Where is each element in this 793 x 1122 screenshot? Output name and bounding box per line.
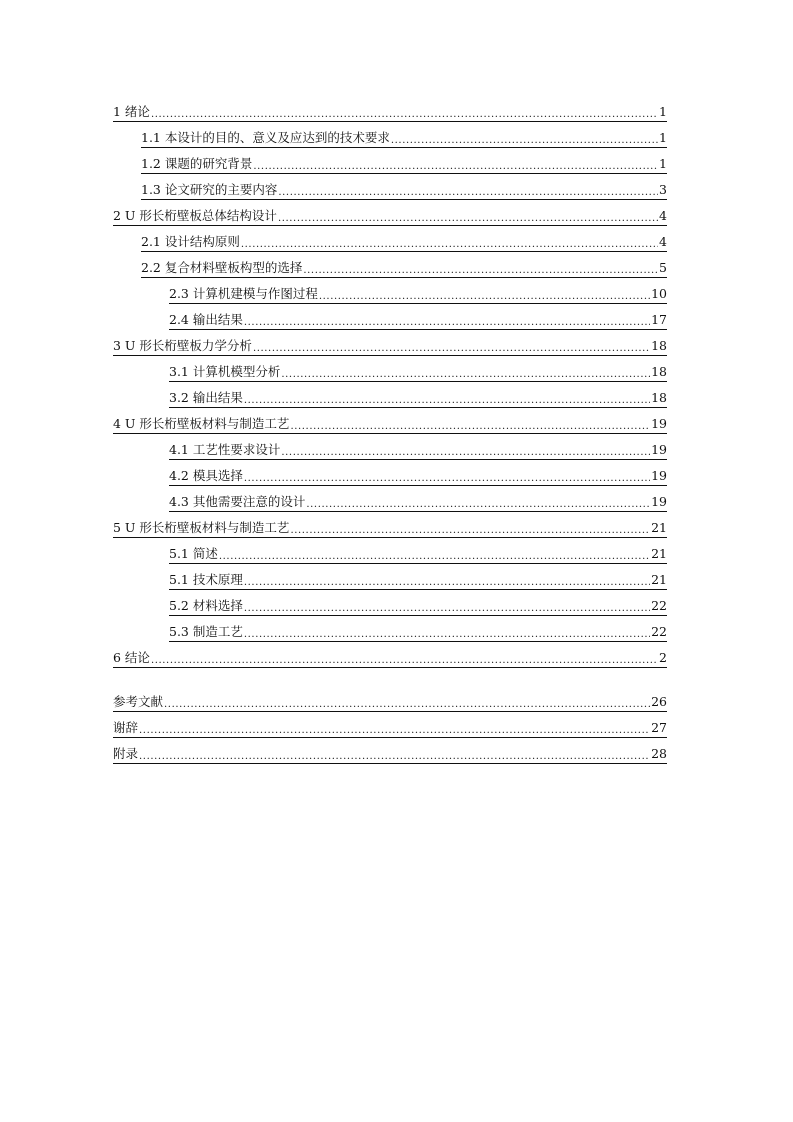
toc-page-number: 22 [651, 624, 667, 639]
toc-entry[interactable] [141, 148, 667, 174]
toc-page-number: 2 [659, 650, 667, 665]
toc-page-number: 28 [651, 746, 667, 761]
toc-entry[interactable] [169, 356, 667, 382]
toc-dot-leader [290, 520, 650, 536]
toc-entry[interactable] [169, 538, 667, 564]
toc-entry-label: 4.3 其他需要注意的设计 [169, 494, 306, 509]
toc-page-number: 1 [659, 156, 667, 171]
toc-dot-leader [244, 390, 650, 406]
toc-dot-leader [139, 720, 650, 736]
toc-entry[interactable] [169, 564, 667, 590]
toc-page-number: 18 [651, 364, 667, 379]
toc-dot-leader [164, 694, 650, 710]
toc-page-number: 4 [659, 234, 667, 249]
toc-entry[interactable] [113, 408, 667, 434]
toc-entry-label: 5.1 简述 [169, 546, 218, 561]
toc-entry[interactable] [169, 616, 667, 642]
toc-dot-leader [244, 572, 650, 588]
toc-entry[interactable] [169, 278, 667, 304]
toc-dot-leader [253, 156, 658, 172]
toc-dot-leader [244, 312, 650, 328]
toc-dot-leader [281, 442, 650, 458]
toc-dot-leader [391, 130, 658, 146]
toc-entry-label: 1.2 课题的研究背景 [141, 156, 253, 171]
toc-page-number: 3 [659, 182, 667, 197]
toc-dot-leader [151, 650, 658, 666]
toc-page-number: 27 [651, 720, 667, 735]
toc-entry-references[interactable] [113, 686, 667, 712]
toc-entry[interactable] [169, 460, 667, 486]
toc-entry-label: 4 U 形长桁壁板材料与制造工艺 [113, 416, 290, 431]
toc-entry-label: 2 U 形长桁壁板总体结构设计 [113, 208, 277, 223]
toc-page-number: 17 [651, 312, 667, 327]
toc-entry-label: 3.2 输出结果 [169, 390, 243, 405]
toc-entry[interactable] [113, 330, 667, 356]
toc-entry[interactable] [113, 200, 667, 226]
toc-entry-appendix[interactable] [113, 738, 667, 764]
toc-page-number: 19 [651, 442, 667, 457]
toc-entry[interactable] [141, 226, 667, 252]
toc-page-number: 18 [651, 390, 667, 405]
toc-page-number: 18 [651, 338, 667, 353]
toc-entry-label: 3.1 计算机模型分析 [169, 364, 281, 379]
toc-dot-leader [241, 234, 658, 250]
toc-page-number: 21 [651, 520, 667, 535]
toc-entry-label: 2.4 输出结果 [169, 312, 243, 327]
toc-dot-leader [244, 598, 650, 614]
toc-page-number: 26 [651, 694, 667, 709]
toc-dot-leader [278, 208, 658, 224]
toc-page-number: 22 [651, 598, 667, 613]
toc-dot-leader [306, 494, 650, 510]
toc-entry-label: 4.2 模具选择 [169, 468, 243, 483]
toc-dot-leader [253, 338, 650, 354]
toc-dot-leader [303, 260, 658, 276]
toc-page-number: 5 [659, 260, 667, 275]
toc-page-number: 1 [659, 104, 667, 119]
toc-entry-label: 5.1 技术原理 [169, 572, 243, 587]
toc-entry-label: 1.3 论文研究的主要内容 [141, 182, 278, 197]
toc-entry[interactable] [141, 174, 667, 200]
toc-entry[interactable] [113, 512, 667, 538]
toc-entry-label: 2.3 计算机建模与作图过程 [169, 286, 318, 301]
toc-entry[interactable] [169, 434, 667, 460]
toc-entry-label: 2.2 复合材料壁板构型的选择 [141, 260, 303, 275]
toc-page-number: 1 [659, 130, 667, 145]
toc-dot-leader [219, 546, 650, 562]
toc-section-gap [113, 668, 667, 686]
toc-entry[interactable] [169, 304, 667, 330]
toc-entry[interactable] [113, 96, 667, 122]
toc-entry-label: 附录 [113, 746, 139, 761]
toc-dot-leader [244, 468, 650, 484]
toc-entry-label: 5 U 形长桁壁板材料与制造工艺 [113, 520, 290, 535]
toc-entry-label: 参考文献 [113, 694, 164, 709]
toc-entry[interactable] [169, 382, 667, 408]
toc-page-number: 21 [651, 546, 667, 561]
toc-dot-leader [290, 416, 650, 432]
toc-dot-leader [244, 624, 650, 640]
toc-entry-label: 6 结论 [113, 650, 150, 665]
toc-dot-leader [281, 364, 650, 380]
toc-page-number: 19 [651, 494, 667, 509]
toc-entry-acknowledgements[interactable] [113, 712, 667, 738]
toc-page-number: 10 [651, 286, 667, 301]
toc-entry[interactable] [169, 590, 667, 616]
toc-dot-leader [151, 104, 658, 120]
toc-entry-label: 1.1 本设计的目的、意义及应达到的技术要求 [141, 130, 390, 145]
toc-page-number: 19 [651, 416, 667, 431]
table-of-contents [113, 96, 667, 764]
toc-entry[interactable] [141, 122, 667, 148]
toc-entry-label: 3 U 形长桁壁板力学分析 [113, 338, 252, 353]
toc-dot-leader [319, 286, 650, 302]
toc-entry[interactable] [141, 252, 667, 278]
toc-entry-label: 1 绪论 [113, 104, 150, 119]
toc-page-number: 21 [651, 572, 667, 587]
toc-entry-label: 5.2 材料选择 [169, 598, 243, 613]
toc-dot-leader [278, 182, 658, 198]
toc-dot-leader [139, 746, 650, 762]
toc-entry-label: 谢辞 [113, 720, 139, 735]
toc-entry[interactable] [169, 486, 667, 512]
toc-entry-label: 2.1 设计结构原则 [141, 234, 240, 249]
toc-entry-label: 5.3 制造工艺 [169, 624, 243, 639]
toc-entry[interactable] [113, 642, 667, 668]
toc-entry-label: 4.1 工艺性要求设计 [169, 442, 281, 457]
toc-page-number: 19 [651, 468, 667, 483]
toc-page-number: 4 [659, 208, 667, 223]
